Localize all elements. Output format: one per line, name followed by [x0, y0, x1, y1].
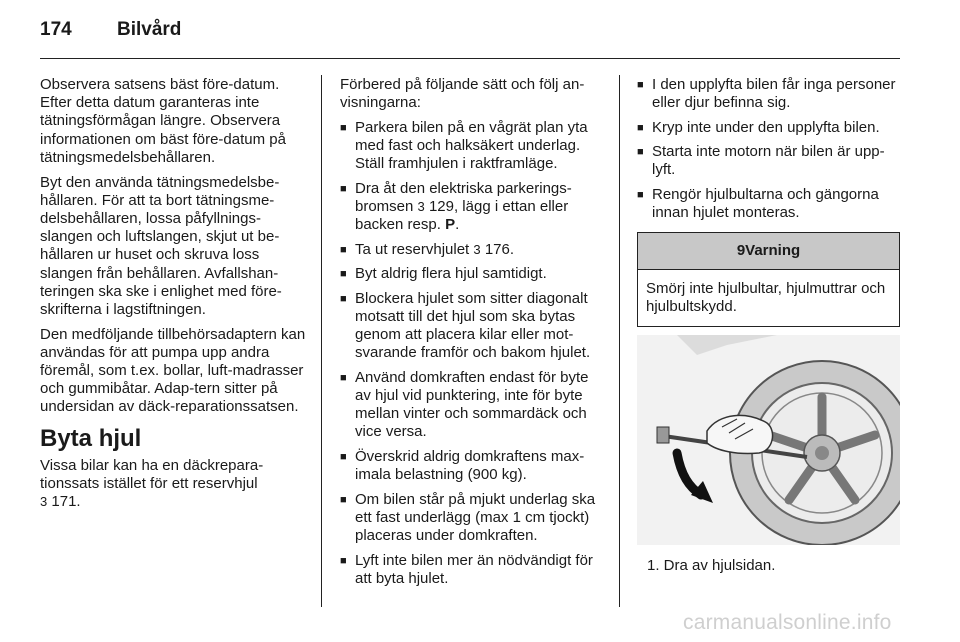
list-item: ■ I den upplyfta bilen får inga personer eller djur befinna sig.: [637, 76, 902, 112]
paragraph: Byt den använda tätningsmedelsbe-hållaren. För att ta bort tätningsme-delsbehållaren, lossa påfyllnings-slangen och luftslangen, skjut ut be-hållaren ur huset och skruva loss slangen från behållaren. Avfallshan-teringen ska ske i enlighet med före-skrifterna i lagstiftningen.: [40, 173, 282, 318]
section-text-body: Vissa bilar kan ha en däckrepara-tionssats istället för ett reservhjul: [40, 456, 264, 492]
gear-p-label: P: [445, 216, 456, 234]
instruction-list: [340, 119, 608, 588]
section-title: Byta hjul: [40, 424, 142, 452]
column-2: [340, 76, 608, 594]
list-item: ■ Använd domkraften endast för byte av hjul vid punktering, inte för byte mellan vinter och sommardäck och vice versa.: [340, 369, 608, 442]
list-item: ■ Kryp inte under den upplyfta bilen.: [637, 119, 902, 137]
list-item-text: Ta ut reservhjulet: [355, 240, 470, 258]
page-ref-icon: 3: [473, 241, 481, 257]
list-item: [340, 241, 608, 259]
wheel-cover-removal-illustration: [637, 335, 900, 545]
paragraph: Observera satsens bäst före-datum. Efter detta datum garanteras inte tätningsförmågan längre. Observera informationen om bäst före-datum på tätningsmedelsbehållaren.: [40, 76, 286, 166]
list-item: ■ Lyft inte bilen mer än nödvändigt för att byta hjulet.: [340, 552, 608, 588]
paragraph: Den medföljande tillbehörsadaptern kan användas för att pumpa upp andra föremål, som t.ex. bollar, luft-madrasser och gummibåtar. Adap-tern sitter på undersidan av däck-reparationssatsen.: [40, 325, 306, 416]
warning-box: [637, 232, 900, 326]
list-item: ■ Om bilen står på mjukt underlag ska ett fast underlägg (max 1 cm tjockt) placeras under domkraften.: [340, 491, 608, 546]
column-divider-1: [321, 75, 322, 607]
warning-header: [638, 233, 899, 269]
list-item: ■ Dra åt den elektriska parkerings-bromsen 3 129, lägg i ettan eller backen resp. P.: [340, 180, 608, 235]
list-item: ■ Parkera bilen på en vågrät plan yta med fast och halksäkert underlag. Ställ framhjulen i raktframläge.: [340, 119, 608, 174]
list-item-text: Dra åt den elektriska parkerings-bromsen: [355, 179, 572, 216]
page-ref[interactable]: 171.: [51, 493, 81, 511]
page-ref[interactable]: 176.: [484, 240, 515, 258]
list-item: ■ Starta inte motorn när bilen är upp-lyft.: [637, 143, 902, 179]
header-rule: [40, 58, 900, 59]
list-item: ■ Byt aldrig flera hjul samtidigt.: [340, 265, 608, 283]
page-ref-icon: 3: [417, 199, 425, 215]
list-item: ■ Blockera hjulet som sitter diagonalt motsatt till det hjul som ska bytas genom att placera kilar eller mot-svarande framför och bakom hjulet.: [340, 290, 608, 363]
page-ref-icon: 3: [40, 494, 48, 510]
warning-icon: 9: [736, 242, 746, 260]
column-1: [40, 76, 308, 518]
section-text: [40, 457, 308, 512]
column-divider-2: [619, 75, 620, 607]
page-title: Bilvård: [117, 19, 182, 40]
figure-caption: 1. Dra av hjulsidan.: [647, 556, 776, 574]
column-3: [637, 76, 902, 575]
safety-list: [637, 76, 902, 222]
warning-text: Smörj inte hjulbultar, hjulmuttrar och hjulbultskydd.: [646, 279, 886, 315]
intro-text: Förbered på följande sätt och följ an-visningarna:: [340, 76, 585, 112]
list-item: ■ Överskrid aldrig domkraftens max-imala belastning (900 kg).: [340, 448, 608, 484]
watermark: carmanualsonline.info: [683, 611, 892, 634]
page-number: 174: [40, 19, 72, 40]
warning-title: Varning: [745, 242, 801, 260]
list-item: ■ Rengör hjulbultarna och gängorna innan hjulet monteras.: [637, 186, 902, 222]
list-item-text: 129, lägg i ettan eller backen resp.: [355, 198, 569, 234]
